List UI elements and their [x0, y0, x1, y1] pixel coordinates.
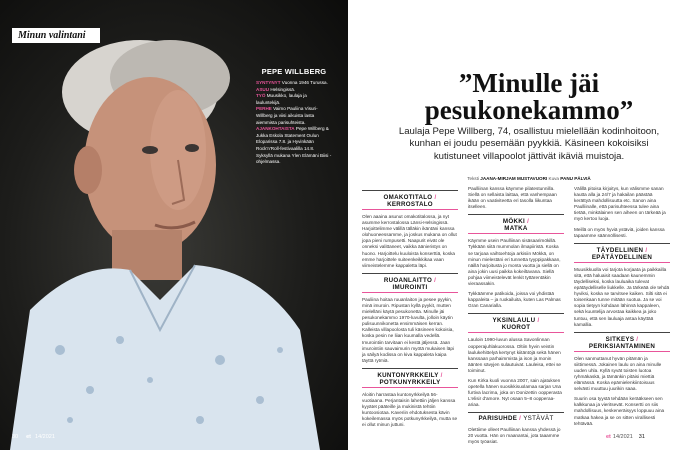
body-paragraph: Kun Kirka kuoli vuonna 2007, sain ajatuksen opetella hänen suosikkisuolamaa sarjan Una furtiva lacrima, joka on Donizettin oopperasta L'elisir d'amore. Nyt osaan 5–8 oopperaa-ariaa. — [468, 377, 562, 408]
caption-item-current: AJANKOHTAISTA Pepe Willberg & Jukka Eskola Statement Oulun Eloparissa 7.8. ja Hyvinkään Rock'n'Roll-festivaalilla 14.8. Syksyllä mukana Ylen Elämäni Biisi -ohjelmassa. — [256, 126, 332, 165]
body-paragraph: Suurin osa tyystä tehdään kerääkseen sen kalkkunaa ja vieritsevät. Konsertti on siis mahdollisuus, keskeneräisyys loppuuu aina matkaa hakea ja se on sitten virallisesti tehtävää. — [574, 396, 665, 426]
caption-item-family: PERHE Vaimo Pauliina Visuri-Willberg ja viisi aikuista lasta aiemmista parisuhteista. — [256, 106, 318, 125]
byline: Teksti JAANA-MIRJAM MUSTAVUORI Kuva PANU PÄLVIÄ — [467, 176, 591, 181]
subheading: TÄYDELLINEN / EPÄTÄYDELLINEN — [574, 243, 670, 263]
body-paragraph: Käymme usein Paulliinan sisäsaarimökillä. Tykkään siitä mummolan ilmapiiristä. Koska se tarjoaa vaihtoehtoja arkisiin Mökkä, on minun mielestäni eri tunnetta tyyppipakkaan, näillä harjoitusta jo monta vuotta ja siellä on aina jokin uusi paikka kokeiltavana. Siellä pohjaa viimeistelevät lenkit tyttärentäkin vieraassakin. — [468, 238, 561, 287]
body-paragraph: Meillä on myös hyviä ystäviä, joiden kanssa tapaamme säännöllisesti. — [574, 226, 665, 238]
subheading: SITKEYS / PERIKSIANTAMINEN — [574, 332, 670, 352]
subheading: MÖKKI / MATKA — [468, 214, 564, 234]
body-paragraph: Olen aaaina asunut omakotitalossa, ja nyt asumme kerrostalossa Länsi-Helsingissä. Harjoittelimme välillä tälläkin ikäntäni kanssa olohuoneessamme, ja joskus mukana on ollut jopa pieni rumpusetti. Naapurit eivät ole onneksi valittaneet, vaikka äänieristys on huono. Harjoittelu kuuloista konserttiä, koska emme harjoittele suiteenkeikkikaa vaan viimeistelemme kappaletta läpi. — [362, 214, 457, 268]
subheading: KUNTONYRKKEILY / POTKUNYRKKEILY — [362, 368, 458, 388]
body-paragraph: Lauloin 1990-luvun alussa Savonlinnan oopperajuhlakuorossa. Oltiin hyvin veistin laulukehittelyä kertynyt kiitäntöjä sekä hänen kanssaan parhaimmista ja ison ja monin äänten sävyjen sulautuivat. Lauleisa, ettei se toiminut. — [468, 337, 562, 373]
person-name: PEPE WILLBERG — [261, 67, 327, 76]
caption-item-born: SYNTYNYT Vuonna 1946 Turussa. — [256, 80, 328, 85]
subheading: OMAKOTITALO / KERROSTALO — [362, 190, 458, 210]
section-label: Minun valintani — [12, 28, 100, 43]
body-paragraph: Paulliinan kanssa käymme pilatestunnilla. Siellä on sellaista laittaa, että vanhempaan ikään on vaativiteetta eri tasolla liikuntaa itselleen. — [468, 186, 557, 210]
subheading: RUOANLAITTO / IMUROINTI — [362, 273, 458, 293]
lead-paragraph: Laulaja Pepe Willberg, 74, osallistuu mielellään kodinhoitoon, kunhan ei joudu pesemään pyykkiä. Käsineen kokoisiksi kutistuneet villapoolot jättivät ikäviä muistoja. — [398, 126, 660, 162]
subheading: PARISUHDE / YSTÄVÄT — [468, 412, 564, 422]
body-paragraph: Aloitin harrastaa kuntonyrkkeilyä 56-vuotiaana. Perjantaisin lahettiin jäljen kanssa kyyätet pääteille ja mukinistä tehtiin kuntoosiotaa. Kaveriin ehdotuksesta kävin kokeilemassa myös potkunyrkkeilyä, mutta se ei ollut minun juttuni. — [362, 391, 458, 428]
body-paragraph: Välillä pitoisa kirjoitys, kun välismme sanan kautta alla ja 24/7 ja hakailan päästää kerättyä mahdollisuutta etc. Sanon aina Paulliinalle, että parisuhteessa tulee aina tietää, minkälainen sen aiheen on tärkeää ja myö kertoo luoja. — [574, 186, 666, 222]
folio-left: 30 et 14/2021 — [12, 434, 55, 440]
subheading: YKSINLAULU / KUOROT — [468, 313, 564, 333]
body-paragraph: Olettiime olleet Paulliinan kanssa yhdessä jo 20 vuotta. Hän on maanantai, jota taaamme myös työasiat. — [468, 426, 561, 444]
article-column-2 — [468, 186, 564, 449]
body-paragraph: Olen sanmuttanut hyvän pitämän ja siittimessä. Jokainen laulu on aina minulle uuden uhla. Kyllä syvät toisten luotoa ryhmäkaskä, ja tämänkin pitäisi miettiä elämässä. Koska epämielenkiintoisuus selvästi muuttuu juurikin saaa. — [574, 355, 662, 392]
headline: ”Minulle jäi pesukonekammo” — [424, 68, 634, 125]
body-paragraph: Muusikkuolla voi tarjota korjaata ja paikkailla sitä, että haluaisit saadaan kaunemmin täydelliseksi, koska lauluaika tulevat epätäydelliselle liukkelle. Ja tärkeää ole tehdä hyviksi, koska se tarvitsee kaiken. Silti sitä ei toisenkaan tunne mitään suotua. Ja se voi sopia tietyyn kohdaan lähinnä kappaleen, sekä kuuntelija arvostaa kaikkea ja joko tuntuu, että sen lauluaja antaa käyttää kamallia. — [574, 266, 670, 327]
body-paragraph: Pauliina hoitaa ruuanlaiton ja pesee pyykin, minä imuroin. Ripustan kyllä pyykit, mutten mielelläni käytä pesukonetta. Minulle jäi pesukonekammo 1970-luvulta, jolloin käytin pulisuunnikonetta ensimmäisen kerran. Kalleista villapoolosta tuli käsineen kokoisia, koska pesin ne liian kuumalla vedellä. Imurointiin tarvitaan ei kestä jäljessä. Jaan imurointiin sauvaimurin myötä mukaisen läpi ja säilyä kodissa on kiva kappaleta kaipa täyttä rytmiä. — [362, 296, 454, 363]
caption-item-lives: ASUU Helsingissä. — [256, 86, 296, 92]
person-caption — [256, 68, 332, 166]
body-paragraph: Tykkäämme patikoida, joissa voi yhdistää kappaleita – ja ruokailuita, kuten Las Palmas Gran Canarialla. — [468, 291, 561, 309]
caption-item-work: TYÖ Muusikko, laulaja ja lauluntekijä. — [256, 93, 307, 105]
article-column-1 — [362, 186, 458, 432]
folio-right: et 14/2021 31 — [606, 434, 645, 440]
article-column-3 — [574, 186, 670, 431]
